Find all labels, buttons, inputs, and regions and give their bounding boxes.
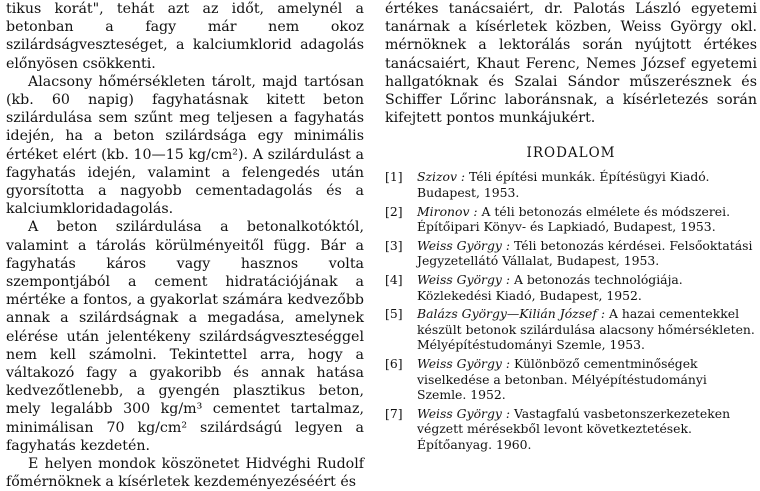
reference-item [385,238,757,269]
reference-item [385,204,757,235]
paragraph-acknowledgement-start: E helyen mondok köszönetet Hidvéghi Rudolf főmérnöknek a kísérletek kezdeményezéséért és [6,456,364,491]
reference-number: [3] [385,237,403,253]
reference-item [385,306,757,353]
reference-number: [7] [385,405,403,421]
reference-item [385,406,757,453]
reference-item [385,169,757,200]
paragraph-low-temperature: Alacsony hőmérsékleten tárolt, majd tartósan (kb. 60 napig) fagyhatásnak kitett beton szilárdulása sem szűnt meg teljesen a fagyhatás idején, ha a beton szilárdsága egy minimális értéket elért (kb. 10—15 kg/cm²). A szilárdulást a fagyhatás idején, valamint a felengedés után gyorsította a nagyobb cementadagolás és a kalciumkloridadagolás. [6,73,364,218]
reference-author: Mironov : [417,203,478,219]
references-heading: IRODALOM [526,145,616,162]
reference-author: Weiss György : [417,355,511,371]
reference-item [385,272,757,303]
reference-text: Téli építési munkák. Építésügyi Kiadó. Budapest, 1953. [417,169,710,201]
reference-text: A betonozás technológiája. Közlekedési Kiadó, Budapest, 1952. [417,271,683,303]
reference-text: Különböző cementminőségek viselkedése a betonban. Mélyépítéstudományi Szemle. 1952. [417,355,707,403]
left-column [6,0,364,491]
reference-number: [5] [385,306,403,322]
acknowledgement-text: értékes tanácsaiért, dr. Palotás László egyetemi tanárnak a kísérletek közben, Weiss György okl. mérnöknek a lektorálás során nyújtott értékes tanácsaiért, Khaut Ferenc, Nemes József egyetemi hallgatóknak és Szalai Sándor műszerésznek és Schiffer Lőrinc laboránsnak, a kísérletezés során kifejtett pontos munkájukért. [385,1,757,127]
reference-author: Weiss György : [417,405,511,421]
reference-author: Balázs György—Kilián József : [417,306,606,322]
reference-number: [6] [385,355,403,371]
paragraph-hardening: A beton szilárdulása a betonalkotóktól, valamint a tárolás körülményeitől függ. Bár a fagyhatás káros vagy hasznos volta szempontjából a cement hidratációjának a mértéke a fontos, a gyakorlat számára kedvezőbb annak a szilárdságnak a megadása, amelynek elérése után jelentékeny szilárdságveszteséggel nem kell számolni. Tekintettel arra, hogy a váltakozó fagy a gyakoribb és annak hatása kedvezőtlenebb, a gyengén plasztikus beton, mely legalább 300 kg/m³ cementet tartalmaz, minimálisan 70 kg/cm² szilárdságú legyen a fagyhatás kezdetén. [6,219,364,454]
paragraph-continuation: tikus korát", tehát azt az időt, amelynél a betonban a fagy már nem okoz szilárdságveszteséget, a kalciumklorid adagolás előnyösen csökkenti. [6,1,364,72]
reference-item [385,356,757,403]
reference-text: Téli betonozás kérdései. Felsőoktatási Jegyzetellátó Vállalat, Budapest, 1953. [417,237,753,269]
reference-number: [4] [385,271,403,287]
right-column [385,0,757,456]
reference-number: [2] [385,203,403,219]
reference-author: Weiss György : [417,237,511,253]
reference-list [385,169,757,452]
reference-author: Szizov : [417,169,466,185]
reference-text: A téli betonozás elmélete és módszerei. Építőipari Könyv- és Lapkiadó, Budapest, 1953. [417,203,731,235]
reference-number: [1] [385,169,403,185]
reference-text: Vastagfalú vasbetonszerkezeteken végzett mérésekből levont következtetések. Építőanyag. 1960. [417,405,731,452]
reference-text: A hazai cementekkel készült betonok szilárdulása alacsony hőmérsékleten. Mélyépítéstudományi Szemle, 1953. [417,306,755,353]
reference-author: Weiss György : [417,271,511,287]
